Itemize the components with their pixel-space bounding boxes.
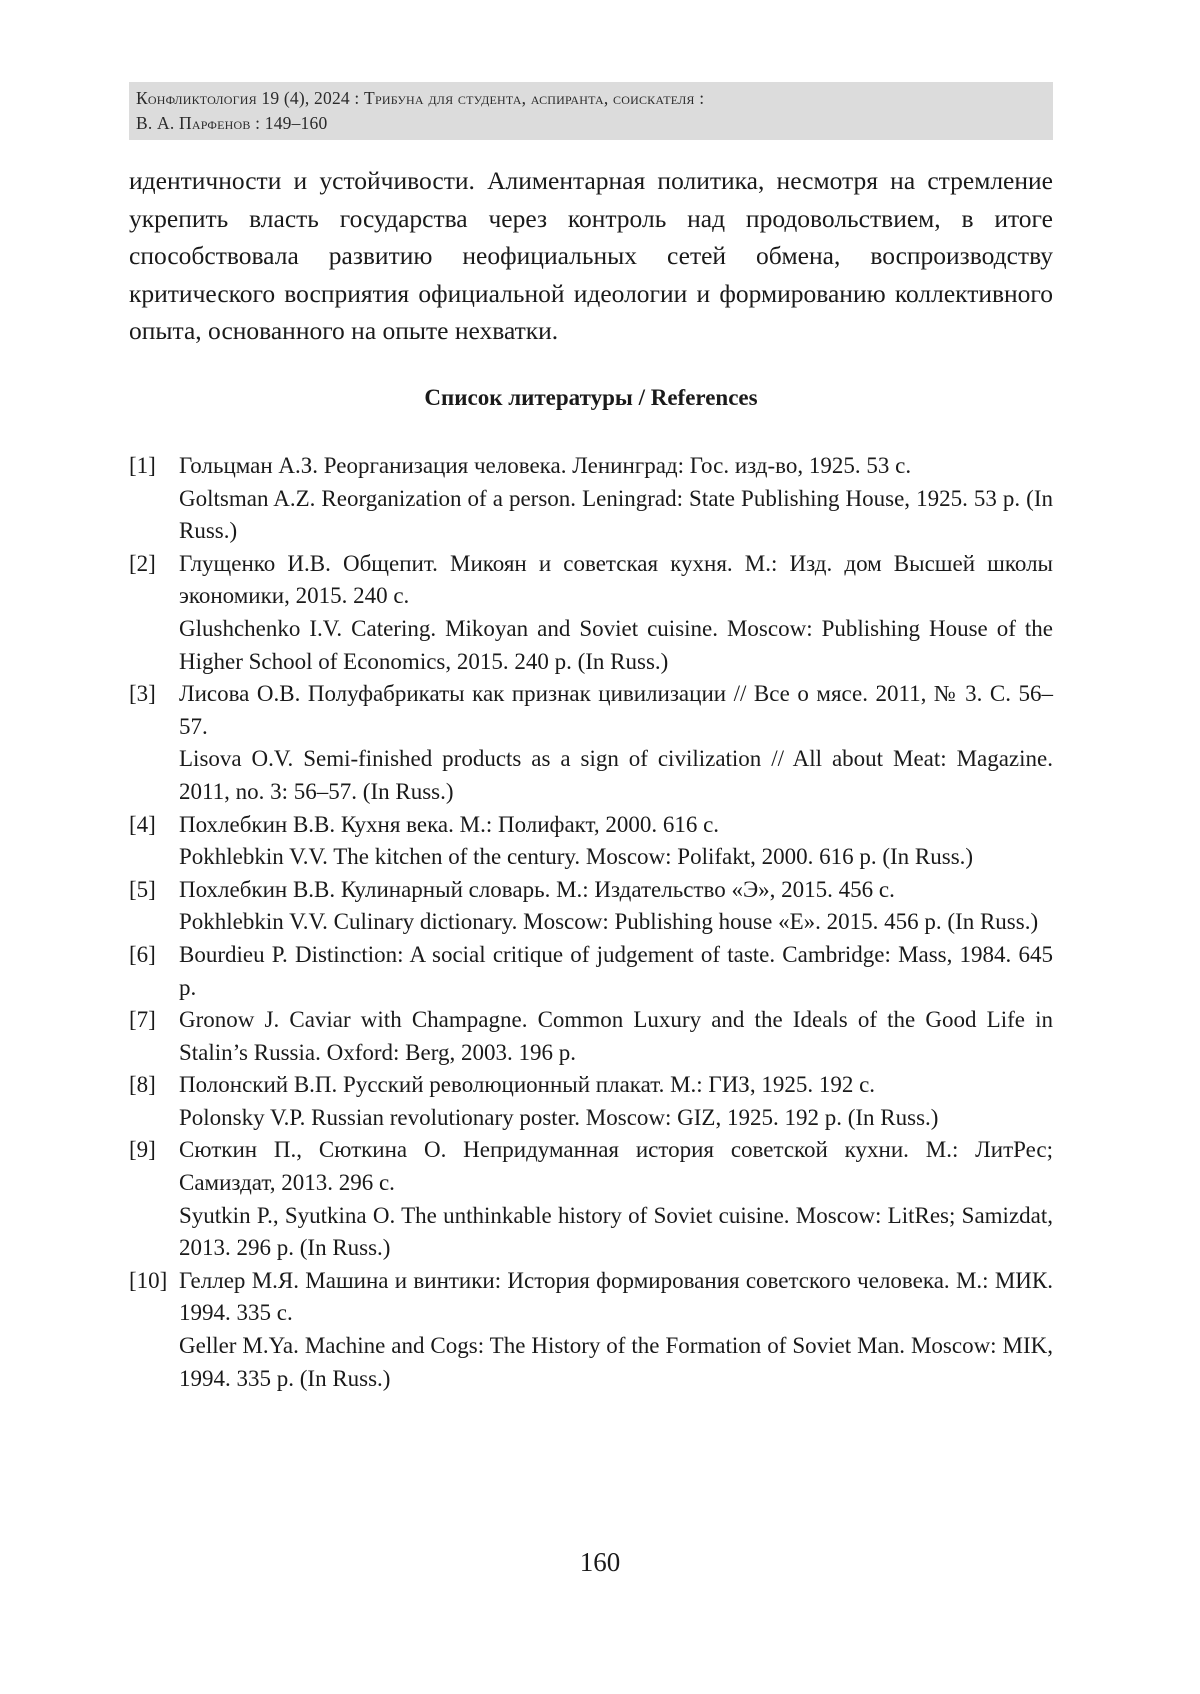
reference-number: [7] [129,1007,156,1033]
reference-english: Geller M.Ya. Machine and Cogs: The History of the Formation of Soviet Man. Moscow: MIK, 1994. 335 p. (In Russ.) [179,1333,1053,1391]
reference-text: Gronow J. Caviar with Champagne. Common Luxury and the Ideals of the Good Life in Stalin’s Russia. Oxford: Berg, 2003. 196 p. [179,1007,1053,1065]
reference-russian: Похлебкин В.В. Кухня века. М.: Полифакт, 2000. 616 с. [179,811,720,837]
page-number: 160 [579,1547,621,1577]
reference-english: Glushchenko I.V. Catering. Mikoyan and Soviet cuisine. Moscow: Publishing House of the Higher School of Economics, 2015. 240 p. (In Russ.) [179,615,1053,674]
reference-item-9 [129,1134,1053,1264]
reference-item-4 [129,809,1053,874]
reference-russian: Похлебкин В.В. Кулинарный словарь. М.: Издательство «Э», 2015. 456 с. [179,876,895,902]
reference-number: [8] [129,1072,156,1098]
reference-russian: Геллер М.Я. Машина и винтики: История формирования советского человека. М.: МИК. 1994. 335 с. [179,1267,1053,1326]
reference-item-1 [129,450,1053,548]
body-paragraph: идентичности и устойчивости. Алиментарная политика, несмотря на стремление укрепить власть государства через контроль над продовольствием, в итоге способствовала развитию неофициальных сетей обмена, воспроизводству критического восприятия официальной идеологии и формированию коллективного опыта, основанного на опыте нехватки. [129,166,1053,345]
reference-number: [9] [129,1137,156,1163]
running-header [129,82,1053,140]
running-header-journal-line: Конфликтология 19 (4), 2024 : Трибуна для студента, аспиранта, соискателя : [136,88,705,108]
reference-russian: Полонский В.П. Русский революционный плакат. М.: ГИЗ, 1925. 192 с. [179,1072,876,1098]
reference-number: [10] [129,1267,168,1293]
reference-russian: Глущенко И.В. Общепит. Микоян и советская кухня. М.: Изд. дом Высшей школы экономики, 2015. 240 с. [179,550,1053,609]
reference-number: [1] [129,453,156,478]
reference-number: [5] [129,876,156,902]
reference-english: Goltsman A.Z. Reorganization of a person. Leningrad: State Publishing House, 1925. 53 p. (In Russ.) [179,485,1053,544]
reference-item-8 [129,1069,1053,1134]
reference-english: Pokhlebkin V.V. Culinary dictionary. Moscow: Publishing house «E». 2015. 456 p. (In Russ.) [179,909,1039,935]
reference-english: Lisova O.V. Semi-finished products as a sign of civilization // All about Meat: Magazine. 2011, no. 3: 56–57. (In Russ.) [179,746,1053,804]
reference-english: Polonsky V.P. Russian revolutionary poster. Moscow: GIZ, 1925. 192 p. (In Russ.) [179,1104,939,1130]
reference-item-6 [129,939,1053,1004]
reference-number: [4] [129,811,156,837]
reference-russian: Сюткин П., Сюткина О. Непридуманная история советской кухни. М.: ЛитРес; Самиздат, 2013. 296 с. [179,1137,1053,1196]
reference-list [129,450,1053,1395]
reference-russian: Гольцман А.З. Реорганизация человека. Ленинград: Гос. изд-во, 1925. 53 с. [179,453,912,478]
reference-item-5 [129,874,1053,939]
reference-number: [2] [129,550,156,576]
reference-english: Syutkin P., Syutkina O. The unthinkable history of Soviet cuisine. Moscow: LitRes; Samizdat, 2013. 296 p. (In Russ.) [179,1202,1053,1261]
reference-item-3 [129,678,1053,808]
reference-text: Bourdieu P. Distinction: A social critique of judgement of taste. Cambridge: Mass, 1984. 645 p. [179,941,1053,1000]
reference-item-10 [129,1265,1053,1395]
reference-russian: Лисова О.В. Полуфабрикаты как признак цивилизации // Все о мясе. 2011, № 3. С. 56–57. [179,681,1053,739]
reference-english: Pokhlebkin V.V. The kitchen of the century. Moscow: Polifakt, 2000. 616 p. (In Russ.) [179,844,974,870]
reference-item-7 [129,1004,1053,1069]
reference-item-2 [129,548,1053,678]
running-header-author-line: В. А. Парфенов : 149–160 [136,113,328,133]
reference-number: [6] [129,941,156,967]
references-heading: Список литературы / References [424,385,758,410]
reference-number: [3] [129,681,156,707]
